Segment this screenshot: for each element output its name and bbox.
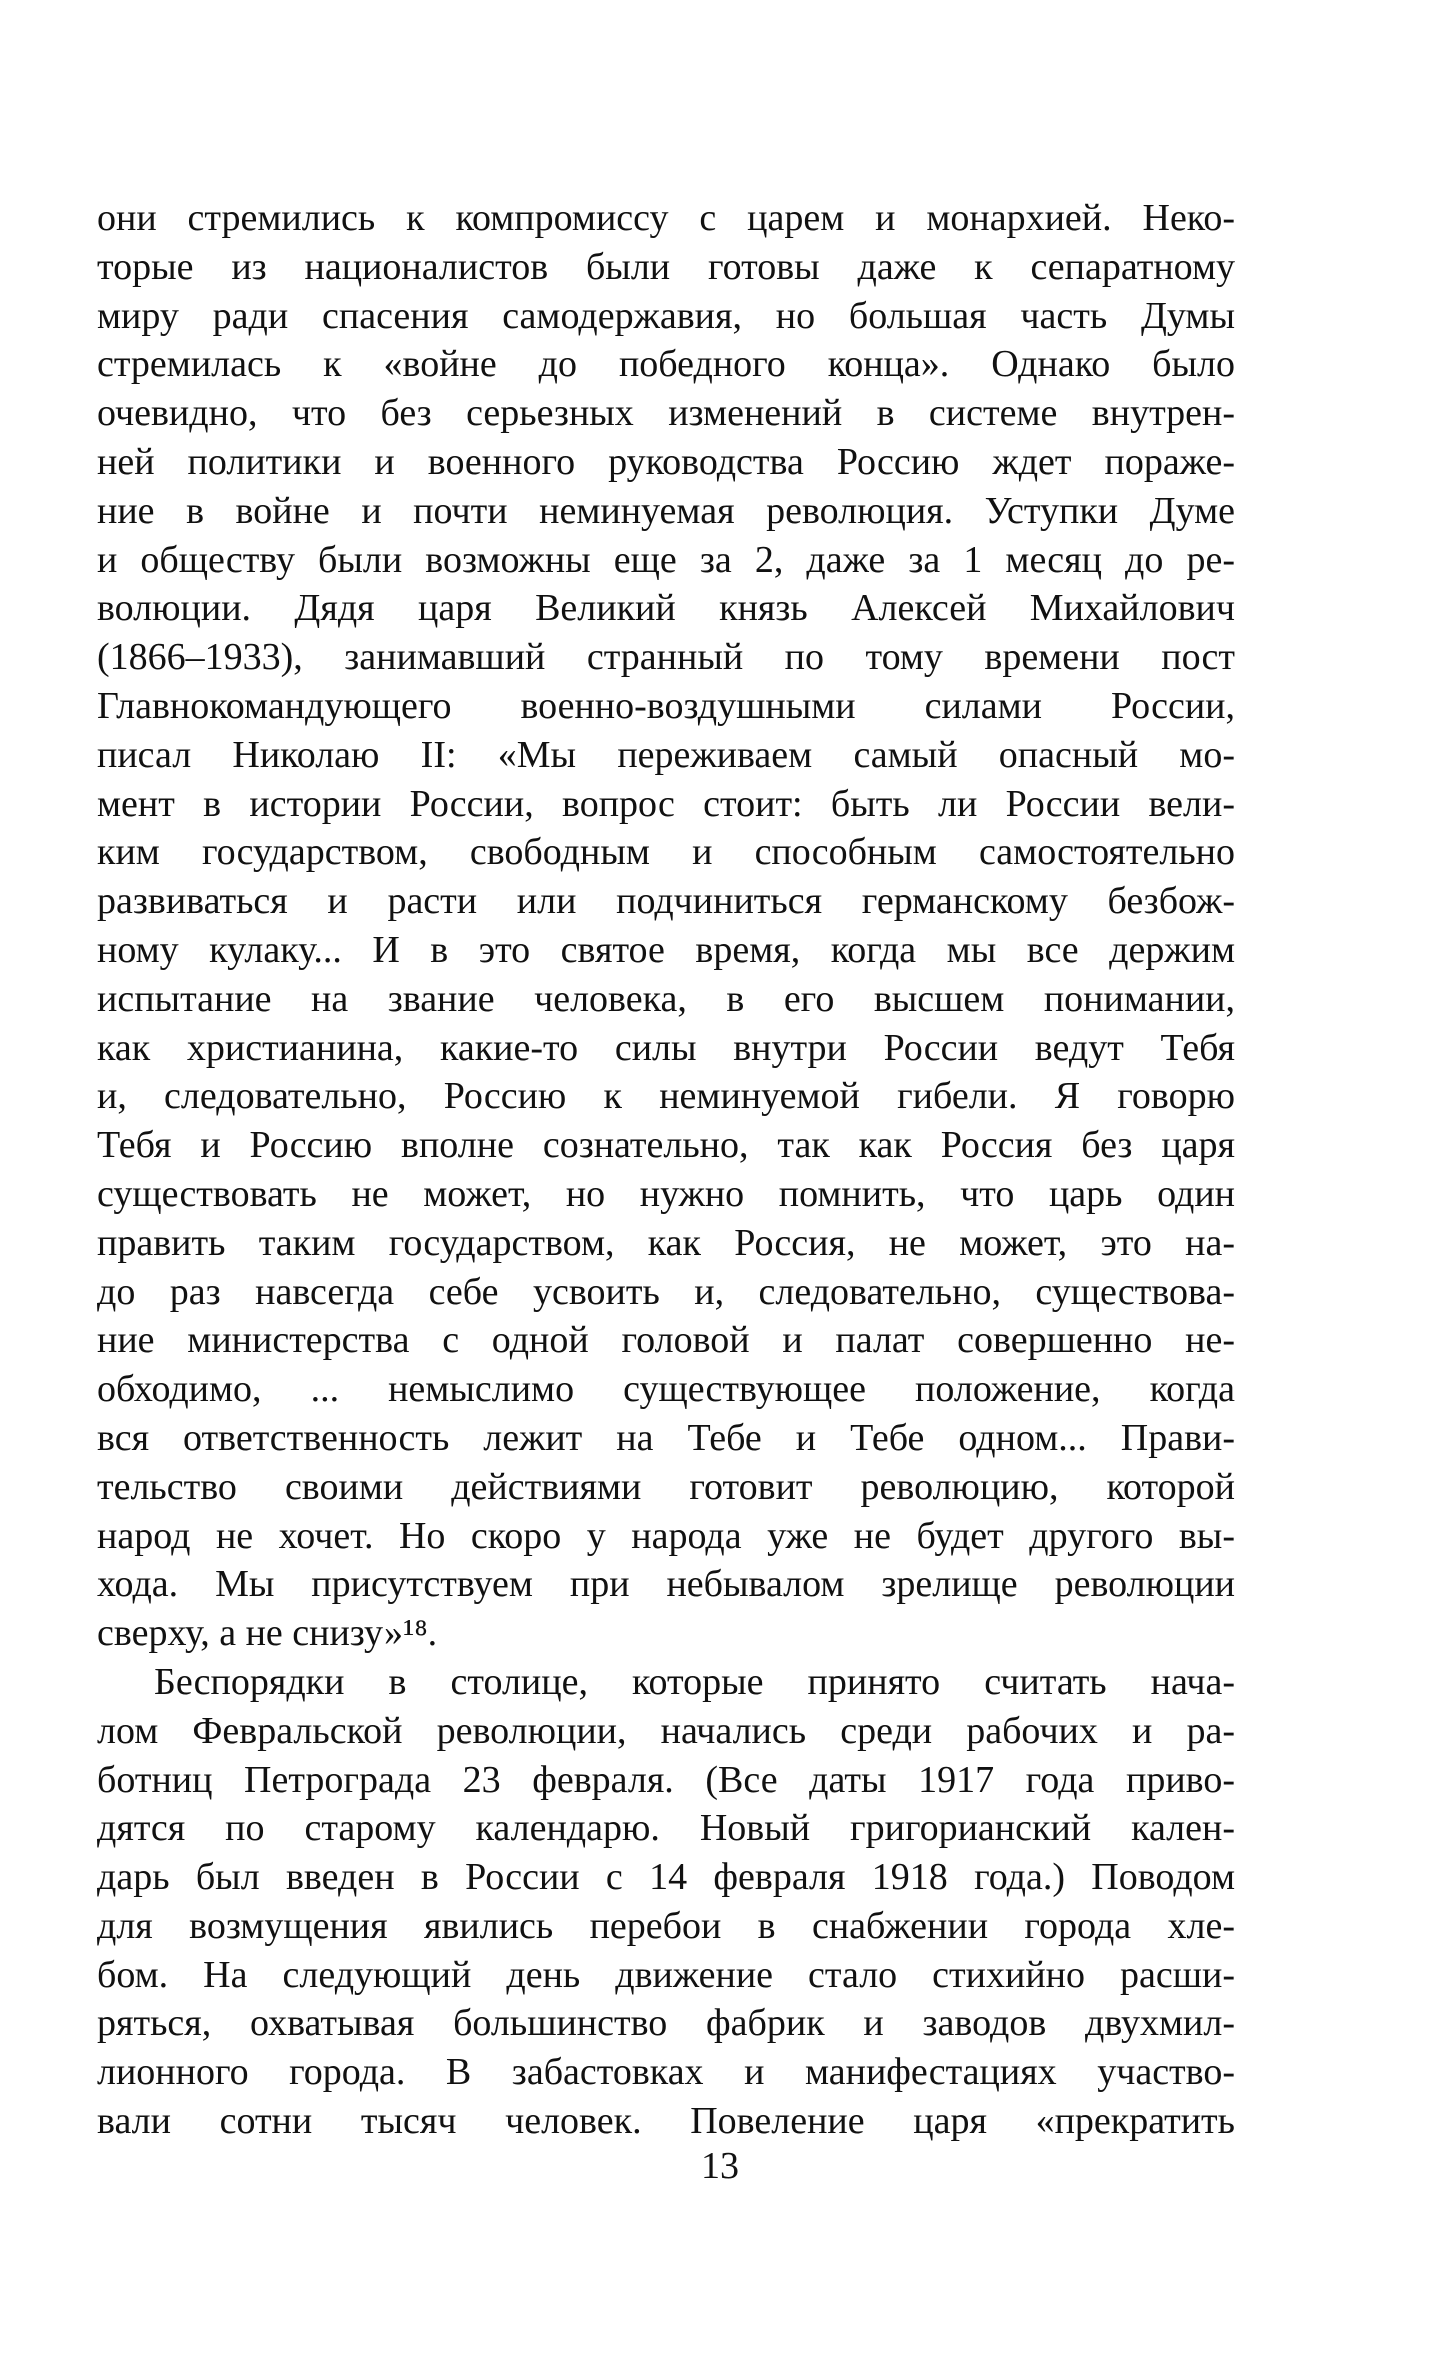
text-line: вся ответственность лежит на Тебе и Тебе одном... Прави- xyxy=(97,1416,1235,1459)
text-line: дятся по старому календарю. Новый григорианский кален- xyxy=(97,1807,1235,1850)
text-line: стремилась к «войне до победного конца». Однако было xyxy=(97,343,1235,386)
text-line: Беспорядки в столице, которые принято считать нача- xyxy=(154,1660,1235,1703)
text-line: дарь был введен в России с 14 февраля 1918 года.) Поводом xyxy=(97,1856,1235,1899)
text-line: до раз навсегда себе усвоить и, следовательно, существова- xyxy=(97,1270,1235,1313)
text-line: обходимо, ... немыслимо существующее положение, когда xyxy=(97,1368,1235,1411)
text-line: испытание на звание человека, в его высшем понимании, xyxy=(97,977,1235,1020)
paragraph-2 xyxy=(97,1658,1235,2146)
text-line: ние министерства с одной головой и палат совершенно не- xyxy=(97,1319,1235,1362)
text-line: бом. На следующий день движение стало стихийно расши- xyxy=(97,1953,1235,1996)
text-line: (1866–1933), занимавший странный по тому времени пост xyxy=(97,636,1235,679)
text-line: ному кулаку... И в это святое время, когда мы все держим xyxy=(97,928,1235,971)
paragraph-1 xyxy=(97,194,1235,1658)
text-line: ботниц Петрограда 23 февраля. (Все даты 1917 года приво- xyxy=(97,1758,1235,1801)
page-number: 13 xyxy=(701,2145,739,2187)
text-line: сверху, а не снизу»¹⁸. xyxy=(97,1612,438,1655)
text-line: писал Николаю II: «Мы переживаем самый опасный мо- xyxy=(97,733,1235,776)
text-line: они стремились к компромиссу с царем и монархией. Неко- xyxy=(97,197,1235,239)
text-line: править таким государством, как Россия, не может, это на- xyxy=(97,1221,1235,1264)
text-line: вали сотни тысяч человек. Повеление царя «прекратить xyxy=(97,2100,1235,2143)
text-line: миру ради спасения самодержавия, но большая часть Думы xyxy=(97,294,1235,337)
text-line: ней политики и военного руководства Россию ждет пораже- xyxy=(97,440,1235,483)
text-line: очевидно, что без серьезных изменений в системе внутрен- xyxy=(97,392,1235,435)
text-line: и, следовательно, Россию к неминуемой гибели. Я говорю xyxy=(97,1075,1235,1118)
text-line: ние в войне и почти неминуемая революция. Уступки Думе xyxy=(97,489,1235,532)
body-text xyxy=(97,194,1235,2146)
text-line: тельство своими действиями готовит революцию, которой xyxy=(97,1465,1235,1508)
text-line: лионного города. В забастовках и манифестациях участво- xyxy=(97,2051,1235,2094)
text-line: и обществу были возможны еще за 2, даже за 1 месяц до ре- xyxy=(97,538,1235,581)
text-line: торые из националистов были готовы даже к сепаратному xyxy=(97,245,1235,288)
text-line: народ не хочет. Но скоро у народа уже не будет другого вы- xyxy=(97,1514,1235,1557)
text-line: Тебя и Россию вполне сознательно, так как Россия без царя xyxy=(97,1124,1235,1167)
text-line: волюции. Дядя царя Великий князь Алексей Михайлович xyxy=(97,587,1235,630)
text-line: Главнокомандующего военно-воздушными силами России, xyxy=(97,684,1235,727)
text-line: ряться, охватывая большинство фабрик и заводов двухмил- xyxy=(97,2002,1235,2045)
text-line: лом Февральской революции, начались среди рабочих и ра- xyxy=(97,1709,1235,1752)
text-line: существовать не может, но нужно помнить, что царь один xyxy=(97,1172,1235,1215)
text-line: развиваться и расти или подчиниться германскому безбож- xyxy=(97,880,1235,923)
text-line: ким государством, свободным и способным самостоятельно xyxy=(97,831,1235,874)
text-line: мент в истории России, вопрос стоит: быть ли России вели- xyxy=(97,782,1235,825)
text-line: как христианина, какие-то силы внутри России ведут Тебя xyxy=(97,1026,1235,1069)
text-line: хода. Мы присутствуем при небывалом зрелище революции xyxy=(97,1563,1235,1606)
text-line: для возмущения явились перебои в снабжении города хле- xyxy=(97,1904,1235,1947)
